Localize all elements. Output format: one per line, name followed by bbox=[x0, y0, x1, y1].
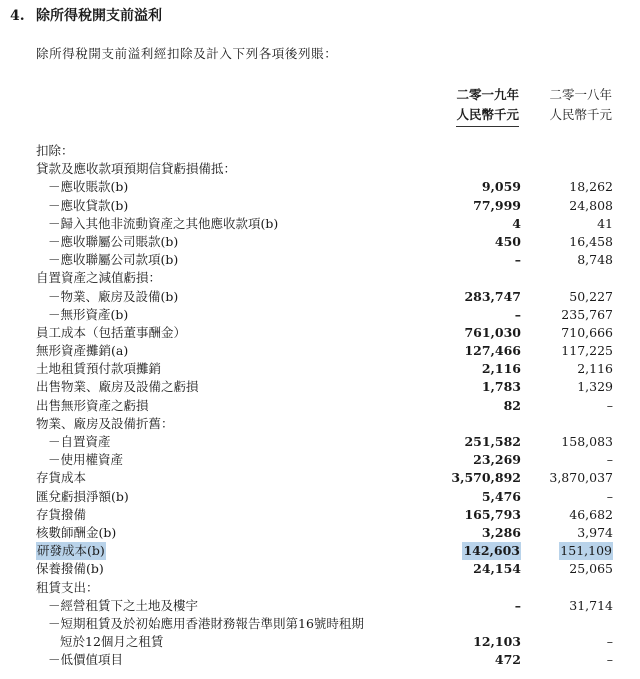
table-row bbox=[0, 306, 640, 324]
row-value-2018: 24,808 bbox=[569, 197, 613, 213]
row-label: －自置資產 bbox=[48, 434, 111, 449]
row-value-2018: 1,329 bbox=[577, 379, 613, 395]
row-value-2018: – bbox=[606, 634, 613, 650]
table-row bbox=[0, 433, 640, 451]
row-value-2019: 23,269 bbox=[473, 452, 521, 468]
row-label: 物業、廠房及設備折舊： bbox=[36, 415, 174, 431]
row-label: 存貨成本 bbox=[36, 470, 87, 486]
row-value-2019: 472 bbox=[494, 652, 521, 668]
row-label: －應收聯屬公司賬款(b) bbox=[48, 233, 179, 249]
row-value-2018: – bbox=[606, 652, 613, 668]
column-header-2019-year: 二零一九年 bbox=[456, 87, 519, 102]
row-value-2019: 2,116 bbox=[481, 361, 521, 377]
table-row bbox=[0, 488, 640, 506]
row-value-2018: 46,682 bbox=[569, 506, 613, 522]
row-value-2019: 3,570,892 bbox=[451, 470, 521, 486]
row-value-2019: 142,603 bbox=[462, 542, 521, 560]
table-row bbox=[0, 633, 640, 651]
intro-text: 除所得稅開支前溢利經扣除及計入下列各項後列賬： bbox=[36, 46, 338, 61]
row-label: 短於12個月之租賃 bbox=[60, 634, 164, 650]
row-value-2019: 127,466 bbox=[464, 343, 521, 359]
table-row bbox=[0, 197, 640, 215]
row-label: 出售無形資產之虧損 bbox=[36, 397, 149, 413]
table-row bbox=[0, 324, 640, 342]
row-value-2018: 31,714 bbox=[569, 597, 613, 613]
table-row bbox=[0, 524, 640, 542]
table-row bbox=[0, 160, 640, 178]
row-label: 員工成本（包括董事酬金） bbox=[36, 324, 187, 340]
row-value-2019: 283,747 bbox=[464, 288, 521, 304]
table-row bbox=[0, 579, 640, 597]
row-value-2019: 82 bbox=[503, 397, 521, 413]
row-value-2019: 12,103 bbox=[473, 634, 521, 650]
row-value-2018: 50,227 bbox=[569, 288, 613, 304]
row-value-2019: 24,154 bbox=[473, 561, 521, 577]
row-label: 自置資產之減值虧損： bbox=[36, 270, 162, 286]
row-value-2018: 3,870,037 bbox=[549, 470, 613, 486]
table-row bbox=[0, 415, 640, 433]
table-row bbox=[0, 269, 640, 287]
row-value-2019: – bbox=[514, 252, 521, 268]
row-value-2018: 117,225 bbox=[561, 343, 613, 359]
row-label: 研發成本(b) bbox=[36, 542, 106, 560]
row-value-2019: 165,793 bbox=[464, 506, 521, 522]
row-value-2019: 761,030 bbox=[464, 324, 521, 340]
row-value-2018: 25,065 bbox=[569, 561, 613, 577]
table-row bbox=[0, 251, 640, 269]
table-row bbox=[0, 597, 640, 615]
row-label: －低價值項目 bbox=[48, 652, 124, 668]
table-row bbox=[0, 215, 640, 233]
row-value-2019: 3,286 bbox=[481, 524, 521, 540]
row-value-2018: 16,458 bbox=[569, 233, 613, 249]
table-row bbox=[0, 451, 640, 469]
table-row bbox=[0, 360, 640, 378]
column-header-2018-year: 二零一八年 bbox=[549, 87, 612, 102]
table-row bbox=[0, 506, 640, 524]
row-value-2019: 251,582 bbox=[464, 434, 521, 449]
row-label: 租賃支出： bbox=[36, 579, 99, 595]
row-value-2018: – bbox=[606, 397, 613, 413]
row-value-2018: 235,767 bbox=[561, 306, 613, 322]
row-value-2019: 4 bbox=[512, 215, 521, 231]
row-value-2018: 158,083 bbox=[561, 434, 613, 449]
row-value-2019: – bbox=[514, 597, 521, 613]
column-header-2019 bbox=[456, 85, 519, 127]
row-value-2018: 151,109 bbox=[559, 542, 613, 560]
row-label: －短期租賃及於初始應用香港財務報告準則第16號時租期 bbox=[48, 615, 364, 631]
table-row bbox=[0, 560, 640, 578]
row-label: －應收賬款(b) bbox=[48, 179, 129, 195]
items-table bbox=[0, 142, 640, 669]
row-value-2019: 77,999 bbox=[473, 197, 521, 213]
section-heading bbox=[10, 5, 162, 25]
table-row bbox=[0, 542, 640, 560]
table-row bbox=[0, 233, 640, 251]
row-label: 匯兌虧損淨額(b) bbox=[36, 488, 129, 504]
row-label: －經營租賃下之土地及樓宇 bbox=[48, 597, 199, 613]
row-value-2019: 9,059 bbox=[481, 179, 521, 195]
table-row bbox=[0, 615, 640, 633]
row-value-2018: 8,748 bbox=[577, 252, 613, 268]
row-label: －歸入其他非流動資產之其他應收款項(b) bbox=[48, 215, 279, 231]
table-row bbox=[0, 469, 640, 487]
row-label: 存貨撥備 bbox=[36, 506, 87, 522]
table-row bbox=[0, 142, 640, 160]
table-row bbox=[0, 397, 640, 415]
section-number: 4. bbox=[10, 8, 25, 24]
table-row bbox=[0, 651, 640, 669]
row-value-2018: – bbox=[606, 488, 613, 504]
row-label: 貸款及應收款項預期信貸虧損備抵： bbox=[36, 161, 237, 177]
column-header-2018 bbox=[549, 85, 612, 126]
row-label: 保養撥備(b) bbox=[36, 561, 104, 577]
row-label: －物業、廠房及設備(b) bbox=[48, 288, 179, 304]
row-label: －應收聯屬公司款項(b) bbox=[48, 252, 179, 268]
row-label: －應收貸款(b) bbox=[48, 197, 129, 213]
section-title: 除所得稅開支前溢利 bbox=[36, 8, 162, 24]
row-value-2018: 3,974 bbox=[577, 524, 613, 540]
row-value-2019: 5,476 bbox=[481, 488, 521, 504]
table-row bbox=[0, 378, 640, 396]
column-header-2018-unit: 人民幣千元 bbox=[549, 107, 612, 122]
row-label: 無形資產攤銷(a) bbox=[36, 343, 129, 359]
row-value-2019: 1,783 bbox=[481, 379, 521, 395]
row-label: 核數師酬金(b) bbox=[36, 524, 117, 540]
column-header-2019-unit: 人民幣千元 bbox=[456, 107, 519, 122]
table-row bbox=[0, 178, 640, 196]
row-value-2018: 41 bbox=[597, 215, 613, 231]
row-value-2018: 18,262 bbox=[569, 179, 613, 195]
row-label: －無形資產(b) bbox=[48, 306, 129, 322]
table-row bbox=[0, 342, 640, 360]
row-value-2019: – bbox=[514, 306, 521, 322]
row-value-2019: 450 bbox=[494, 233, 521, 249]
row-label: 出售物業、廠房及設備之虧損 bbox=[36, 379, 199, 395]
row-label: 土地租賃預付款項攤銷 bbox=[36, 361, 162, 377]
table-row bbox=[0, 288, 640, 306]
row-label: －使用權資產 bbox=[48, 452, 124, 468]
row-label: 扣除： bbox=[36, 143, 74, 158]
row-value-2018: – bbox=[606, 452, 613, 468]
row-value-2018: 710,666 bbox=[561, 324, 613, 340]
row-value-2018: 2,116 bbox=[577, 361, 613, 377]
